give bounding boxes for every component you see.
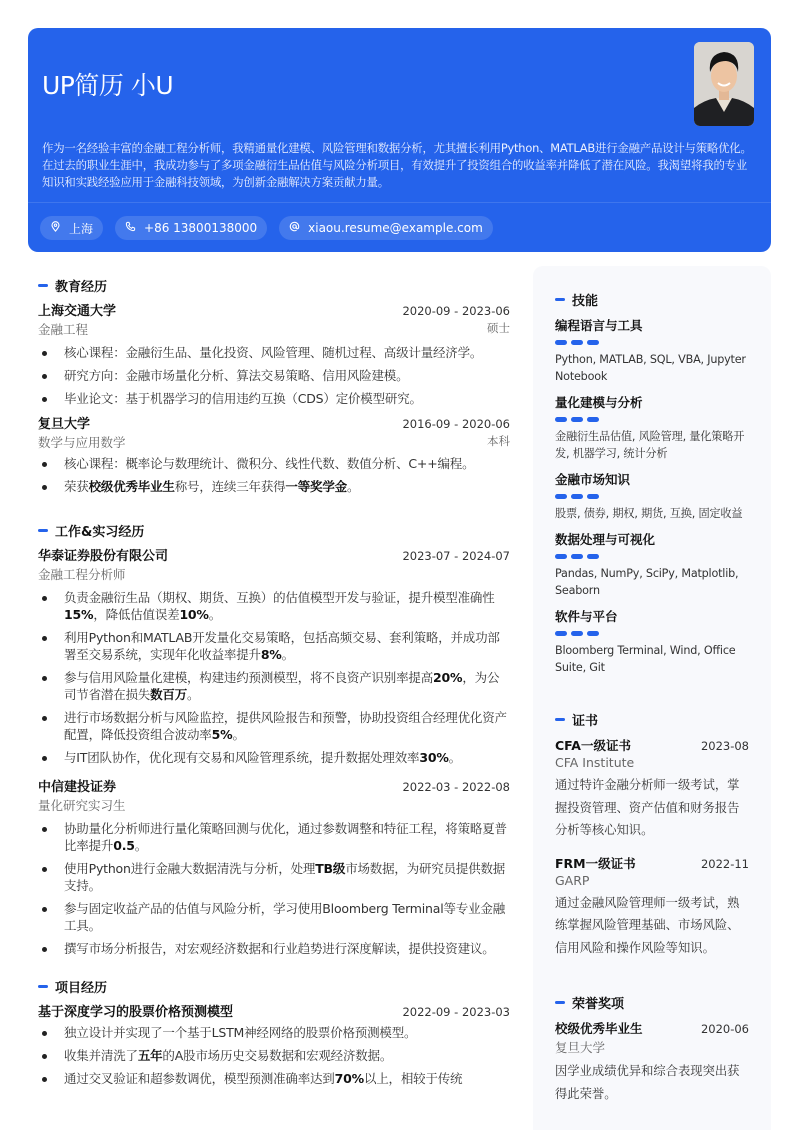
cert-entry (555, 736, 755, 842)
title-bar-icon (38, 529, 48, 532)
section-title: 教育经历 (38, 276, 510, 294)
skill-desc: 股票, 债券, 期权, 期货, 互换, 固定收益 (555, 507, 743, 520)
profile-photo (694, 42, 754, 126)
job-role: 量化研究实习生 (38, 798, 126, 813)
cert-date: 2023-08 (700, 739, 749, 753)
degree: 硕士 (487, 321, 510, 335)
skill-desc: Bloomberg Terminal, Wind, Office Suite, Git (555, 644, 736, 674)
skill-name: 量化建模与分析 (555, 395, 643, 410)
date-range: 2022-03 - 2022-08 (402, 780, 510, 794)
list-item: 核心课程：金融衍生品、量化投资、风险管理、随机过程、高级计量经济学。 (38, 344, 510, 361)
list-item: 协助量化分析师进行量化策略回测与优化，通过参数调整和特征工程，将策略夏普比率提升0.5。 (38, 820, 510, 854)
list-item: 利用Python和MATLAB开发量化交易策略，包括高频交易、套利策略，并成功部署至交易系统，实现年化收益率提升8%。 (38, 629, 510, 663)
certificates-section (555, 710, 755, 959)
education-section (38, 276, 510, 495)
phone-text: +86 13800138000 (144, 221, 258, 235)
school-name: 上海交通大学 (38, 304, 117, 319)
skill-name: 编程语言与工具 (555, 318, 643, 333)
candidate-name: UP简历 小U (42, 71, 174, 100)
degree: 本科 (487, 434, 510, 448)
list-item: 研究方向：金融市场量化分析、算法交易策略、信用风险建模。 (38, 367, 510, 384)
skill-group (555, 316, 755, 385)
work-entry (38, 776, 510, 957)
section-title: 荣誉奖项 (555, 993, 755, 1011)
cert-name: FRM一级证书 (555, 855, 636, 871)
section-title: 技能 (555, 290, 755, 308)
skill-group (555, 470, 755, 522)
list-item: 参与信用风险量化建模，构建违约预测模型，将不良资产识别率提高20%，为公司节省潜在损失数百万。 (38, 669, 510, 703)
company-name: 华泰证券股份有限公司 (38, 549, 169, 564)
resume-header (28, 28, 771, 252)
contact-location (40, 216, 103, 240)
title-bar-icon (555, 298, 565, 301)
work-entry (38, 545, 510, 766)
date-range: 2016-09 - 2020-06 (402, 417, 510, 431)
award-name: 校级优秀毕业生 (555, 1021, 643, 1036)
location-pin-icon (50, 221, 61, 235)
section-title: 证书 (555, 710, 755, 728)
project-name: 基于深度学习的股票价格预测模型 (38, 1005, 234, 1020)
skill-level-indicator (555, 631, 755, 636)
skill-desc: 金融衍生品估值, 风险管理, 量化策略开发, 机器学习, 统计分析 (555, 430, 745, 460)
sidebar (533, 266, 771, 1130)
main-column (38, 276, 510, 1093)
cert-name: CFA一级证书 (555, 738, 631, 753)
award-org: 复旦大学 (555, 1040, 606, 1055)
award-desc: 因学业成绩优异和综合表现突出获得此荣誉。 (555, 1064, 740, 1101)
list-item: 负责金融衍生品（期权、期货、互换）的估值模型开发与验证，提升模型准确性15%，降低估值误差10%。 (38, 589, 510, 623)
contact-phone[interactable] (115, 216, 267, 240)
list-item: 撰写市场分析报告，对宏观经济数据和行业趋势进行深度解读，提供投资建议。 (38, 940, 510, 957)
list-item: 独立设计并实现了一个基于LSTM神经网络的股票价格预测模型。 (38, 1024, 510, 1041)
projects-section (38, 977, 510, 1087)
project-entry (38, 1001, 510, 1087)
cert-entry (555, 854, 755, 960)
location-text: 上海 (69, 221, 94, 236)
skill-level-indicator (555, 340, 755, 345)
major: 金融工程 (38, 322, 89, 337)
profile-summary: 作为一名经验丰富的金融工程分析师，我精通量化建模、风险管理和数据分析，尤其擅长利用Python、MATLAB进行金融产品设计与策略优化。在过去的职业生涯中，我成功参与了多项金融衍生品估值与风险分析项目，有效提升了投资组合的收益率并降低了潜在风险。我渴望将我的专业知识和实践经验应用于金融科技领域，为创新金融解决方案贡献力量。 (42, 141, 752, 189)
list-item: 荣获校级优秀毕业生称号，连续三年获得一等奖学金。 (38, 478, 510, 495)
skill-level-indicator (555, 417, 755, 422)
date-range: 2020-09 - 2023-06 (402, 304, 510, 318)
header-divider (28, 202, 771, 203)
list-item: 参与固定收益产品的估值与风险分析，学习使用Bloomberg Terminal等专业金融工具。 (38, 900, 510, 934)
award-date: 2020-06 (700, 1022, 749, 1036)
list-item: 使用Python进行金融大数据清洗与分析，处理TB级市场数据，为研究员提供数据支持。 (38, 860, 510, 894)
cert-desc: 通过特许金融分析师一级考试，掌握投资管理、资产估值和财务报告分析等核心知识。 (555, 778, 740, 837)
list-item: 通过交叉验证和超参数调优，模型预测准确率达到70%以上，相较于传统 (38, 1070, 510, 1087)
at-sign-icon (289, 221, 300, 235)
skill-group (555, 393, 755, 462)
skill-desc: Pandas, NumPy, SciPy, Matplotlib, Seaborn (555, 567, 739, 597)
phone-icon (125, 221, 136, 235)
contact-list (40, 216, 493, 240)
school-name: 复旦大学 (38, 417, 91, 432)
title-bar-icon (38, 985, 48, 988)
award-entry (555, 1019, 755, 1105)
skill-level-indicator (555, 554, 755, 559)
major: 数学与应用数学 (38, 435, 126, 450)
cert-desc: 通过金融风险管理师一级考试，熟练掌握风险管理基础、市场风险、信用风险和操作风险等知识。 (555, 895, 740, 955)
list-item: 毕业论文：基于机器学习的信用违约互换（CDS）定价模型研究。 (38, 390, 510, 407)
company-name: 中信建投证券 (38, 780, 117, 795)
skill-group (555, 607, 755, 676)
education-entry (38, 413, 510, 495)
title-bar-icon (38, 284, 48, 287)
title-bar-icon (555, 718, 565, 721)
skill-level-indicator (555, 494, 755, 499)
title-bar-icon (555, 1001, 565, 1004)
cert-org: CFA Institute (555, 755, 635, 770)
work-section (38, 521, 510, 957)
skill-group (555, 530, 755, 599)
skill-name: 数据处理与可视化 (555, 532, 656, 547)
section-title: 项目经历 (38, 977, 510, 995)
date-range: 2022-09 - 2023-03 (402, 1005, 510, 1019)
skills-section (555, 290, 755, 676)
section-title: 工作&实习经历 (38, 521, 510, 539)
email-text: xiaou.resume@example.com (308, 221, 483, 235)
list-item: 进行市场数据分析与风险监控，提供风险报告和预警，协助投资组合经理优化资产配置，降低投资组合波动率5%。 (38, 709, 510, 743)
contact-email[interactable] (279, 216, 493, 240)
date-range: 2023-07 - 2024-07 (402, 549, 510, 563)
cert-date: 2022-11 (700, 856, 749, 871)
list-item: 核心课程：概率论与数理统计、微积分、线性代数、数值分析、C++编程。 (38, 455, 510, 472)
skill-name: 金融市场知识 (555, 472, 631, 487)
awards-section (555, 993, 755, 1105)
list-item: 收集并清洗了五年的A股市场历史交易数据和宏观经济数据。 (38, 1047, 510, 1064)
education-entry (38, 300, 510, 407)
list-item: 与IT团队协作，优化现有交易和风险管理系统，提升数据处理效率30%。 (38, 749, 510, 766)
skill-name: 软件与平台 (555, 609, 618, 624)
cert-org: GARP (555, 872, 590, 888)
skill-desc: Python, MATLAB, SQL, VBA, Jupyter Notebook (555, 353, 746, 383)
job-role: 金融工程分析师 (38, 567, 126, 582)
